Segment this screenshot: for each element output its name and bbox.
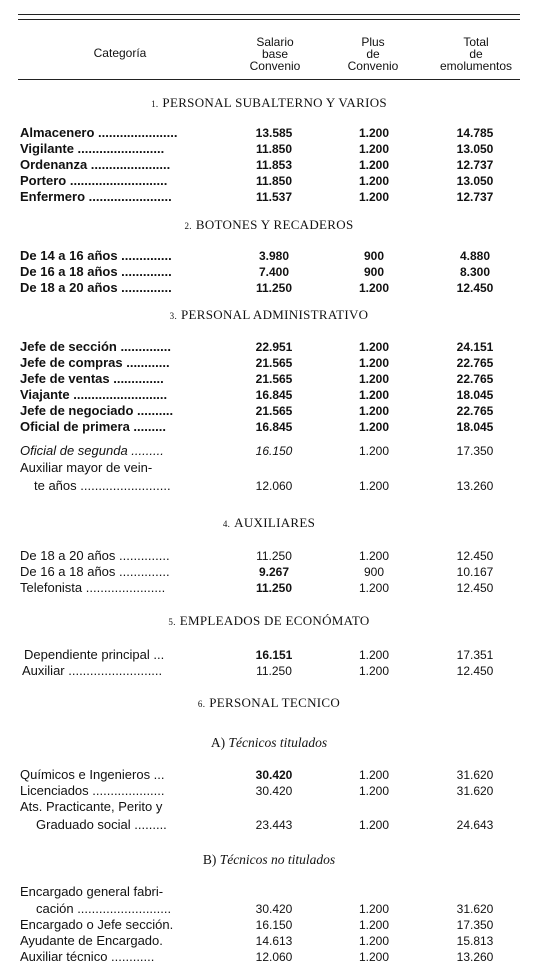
row-category: te años .........................	[34, 479, 171, 493]
row-plus: 1.200	[358, 158, 390, 172]
row-salario: 16.151	[255, 648, 293, 662]
row-total: 17.350	[456, 444, 494, 458]
section-title: PERSONAL ADMINISTRATIVO	[181, 307, 369, 322]
row-plus: 1.200	[358, 784, 390, 798]
row-category: De 14 a 16 años ..............	[20, 249, 172, 263]
row-plus: 1.200	[358, 902, 390, 916]
row-total: 13.260	[456, 479, 494, 493]
row-total: 22.765	[456, 404, 494, 418]
top-rule-1	[18, 14, 520, 15]
row-salario: 7.400	[258, 265, 290, 279]
row-total: 12.737	[456, 190, 494, 204]
row-salario: 12.060	[255, 950, 293, 964]
row-plus: 1.200	[358, 420, 390, 434]
subsection-title: Técnicos titulados	[228, 735, 328, 750]
row-salario: 11.850	[255, 174, 293, 188]
table-row	[0, 565, 536, 579]
table-row	[0, 420, 536, 434]
table-row	[0, 549, 536, 563]
header-bottom-rule	[18, 79, 520, 80]
row-plus: 1.200	[358, 818, 390, 832]
table-row	[0, 461, 536, 475]
row-category: Jefe de negociado ..........	[20, 404, 174, 418]
row-plus: 1.200	[358, 126, 390, 140]
row-category: Auxiliar técnico ............	[20, 950, 155, 964]
table-row	[0, 340, 536, 354]
row-total: 15.813	[456, 934, 494, 948]
row-category: De 16 a 18 años ..............	[20, 565, 170, 579]
row-plus: 1.200	[358, 581, 390, 595]
header-plus-line2: de	[366, 47, 380, 61]
table-row	[0, 249, 536, 263]
row-plus: 1.200	[358, 142, 390, 156]
row-salario: 11.250	[255, 281, 293, 295]
header-total-line2: de	[469, 47, 483, 61]
section-heading-5	[18, 613, 520, 629]
header-total-line3: emolumentos	[439, 59, 513, 73]
row-total: 31.620	[456, 902, 494, 916]
row-category: Portero ...........................	[20, 174, 168, 188]
section-number: 3.	[169, 311, 177, 321]
row-category: De 18 a 20 años ..............	[20, 281, 172, 295]
row-salario: 30.420	[255, 768, 293, 782]
subsection-heading-b	[18, 852, 520, 868]
row-salario: 11.250	[256, 664, 292, 678]
section-title: PERSONAL SUBALTERNO Y VARIOS	[162, 95, 387, 110]
row-salario: 11.250	[256, 549, 292, 563]
row-plus: 1.200	[358, 648, 390, 662]
row-category: Vigilante ........................	[20, 142, 165, 156]
table-row	[0, 885, 536, 899]
row-plus: 1.200	[358, 479, 390, 493]
row-salario: 30.420	[255, 902, 293, 916]
row-plus: 1.200	[358, 549, 390, 563]
row-total: 17.350	[456, 918, 494, 932]
row-salario: 14.613	[255, 934, 293, 948]
row-category: De 18 a 20 años ..............	[20, 549, 170, 563]
section-heading-3	[18, 307, 520, 323]
row-category: Encargado o Jefe sección.	[20, 918, 174, 932]
row-total: 18.045	[456, 420, 494, 434]
row-category: Telefonista ......................	[20, 581, 166, 595]
row-category: Químicos e Ingenieros ...	[20, 768, 165, 782]
row-salario: 9.267	[258, 565, 290, 579]
row-category: Licenciados ....................	[20, 784, 165, 798]
row-plus: 1.200	[358, 934, 390, 948]
row-total: 31.620	[456, 768, 494, 782]
row-salario: 13.585	[255, 126, 293, 140]
row-total: 18.045	[456, 388, 494, 402]
table-row	[0, 818, 536, 832]
row-salario: 21.565	[255, 356, 293, 370]
section-title: EMPLEADOS DE ECONÓMATO	[179, 613, 370, 628]
row-salario: 16.150	[255, 918, 293, 932]
row-total: 17.351	[456, 648, 494, 662]
header-total-line1: Total	[463, 35, 489, 49]
row-salario: 21.565	[255, 404, 293, 418]
row-plus: 1.200	[358, 372, 390, 386]
table-row	[0, 444, 536, 458]
row-plus: 1.200	[358, 918, 390, 932]
row-category: Ayudante de Encargado.	[20, 934, 163, 948]
table-row	[0, 479, 536, 493]
table-row	[0, 664, 536, 678]
row-total: 12.450	[456, 664, 494, 678]
row-plus: 1.200	[358, 444, 390, 458]
row-plus: 1.200	[358, 404, 390, 418]
row-plus: 900	[363, 265, 385, 279]
row-category: Jefe de sección ..............	[20, 340, 172, 354]
table-row	[0, 190, 536, 204]
row-category: Jefe de ventas ..............	[20, 372, 164, 386]
row-total: 12.450	[456, 581, 494, 595]
section-number: 5.	[168, 617, 176, 627]
section-heading-4	[18, 515, 520, 531]
table-row	[0, 768, 536, 782]
row-category: cación ..........................	[36, 902, 172, 916]
row-category: Viajante ..........................	[20, 388, 168, 402]
row-total: 13.050	[456, 142, 494, 156]
table-row	[0, 800, 536, 814]
row-total: 22.765	[456, 372, 494, 386]
row-plus: 1.200	[358, 768, 390, 782]
row-plus: 900	[363, 249, 385, 263]
table-row	[0, 372, 536, 386]
header-plus-line3: Convenio	[347, 59, 399, 73]
row-salario: 22.951	[255, 340, 293, 354]
header-salario	[240, 36, 310, 72]
row-category: Auxiliar ..........................	[22, 664, 163, 678]
section-heading-1	[18, 95, 520, 111]
row-plus: 1.200	[358, 950, 390, 964]
table-row	[0, 784, 536, 798]
table-row	[0, 388, 536, 402]
row-salario: 12.060	[255, 479, 293, 493]
row-total: 4.880	[459, 249, 491, 263]
row-plus: 1.200	[358, 190, 390, 204]
row-plus: 1.200	[358, 664, 390, 678]
row-total: 24.643	[456, 818, 494, 832]
table-row	[0, 950, 536, 964]
table-row	[0, 126, 536, 140]
row-plus: 900	[363, 565, 385, 579]
row-plus: 1.200	[358, 356, 390, 370]
row-total: 31.620	[456, 784, 494, 798]
section-number: 2.	[184, 221, 192, 231]
row-salario: 21.565	[255, 372, 293, 386]
header-total	[432, 36, 520, 72]
row-salario: 11.537	[255, 190, 293, 204]
table-row	[0, 648, 536, 662]
subsection-heading-a	[18, 735, 520, 751]
row-category: Ordenanza ......................	[20, 158, 171, 172]
header-salario-line2: base	[261, 47, 289, 61]
row-category: Graduado social .........	[36, 818, 167, 832]
top-rule-2	[18, 19, 520, 20]
row-category: Dependiente principal ...	[24, 648, 165, 662]
header-categoria: Categoría	[93, 46, 147, 60]
section-title: BOTONES Y RECADEROS	[195, 217, 354, 232]
table-row	[0, 404, 536, 418]
header-plus	[340, 36, 406, 72]
row-total: 8.300	[459, 265, 491, 279]
section-number: 4.	[222, 519, 231, 529]
row-total: 12.737	[456, 158, 494, 172]
row-category: Oficial de primera .........	[20, 420, 166, 434]
row-salario: 11.853	[255, 158, 293, 172]
section-heading-6	[18, 695, 520, 711]
row-plus: 1.200	[358, 340, 390, 354]
row-salario: 23.443	[255, 818, 293, 832]
row-total: 13.260	[456, 950, 494, 964]
subsection-letter: A)	[210, 735, 226, 750]
section-title: PERSONAL TECNICO	[209, 695, 341, 710]
row-category: Ats. Practicante, Perito y	[20, 800, 163, 814]
header-salario-line1: Salario	[256, 35, 294, 49]
table-row	[0, 902, 536, 916]
row-plus: 1.200	[358, 174, 390, 188]
row-plus: 1.200	[358, 388, 390, 402]
section-heading-2	[18, 217, 520, 233]
row-salario: 11.850	[255, 142, 293, 156]
row-total: 13.050	[456, 174, 494, 188]
row-salario: 11.250	[255, 581, 293, 595]
row-total: 14.785	[456, 126, 494, 140]
table-row	[0, 142, 536, 156]
row-salario: 16.845	[255, 388, 293, 402]
row-category: Jefe de compras ............	[20, 356, 170, 370]
subsection-title: Técnicos no titulados	[219, 852, 336, 867]
table-row	[0, 265, 536, 279]
row-total: 12.450	[456, 549, 494, 563]
row-salario: 16.150	[255, 444, 293, 458]
row-category: Almacenero ......................	[20, 126, 178, 140]
table-row	[0, 174, 536, 188]
row-plus: 1.200	[358, 281, 390, 295]
section-number: 1.	[151, 99, 159, 109]
row-total: 12.450	[456, 281, 494, 295]
row-total: 24.151	[456, 340, 494, 354]
table-row	[0, 158, 536, 172]
row-salario: 16.845	[255, 420, 293, 434]
header-salario-line3: Convenio	[249, 59, 301, 73]
table-row	[0, 918, 536, 932]
header-plus-line1: Plus	[361, 35, 385, 49]
table-row	[0, 581, 536, 595]
row-category: Auxiliar mayor de vein-	[20, 461, 153, 475]
row-category: Encargado general fabri-	[20, 885, 164, 899]
subsection-letter: B)	[202, 852, 217, 867]
table-row	[0, 356, 536, 370]
table-row	[0, 934, 536, 948]
row-total: 10.167	[456, 565, 494, 579]
row-category: De 16 a 18 años ..............	[20, 265, 172, 279]
row-total: 22.765	[456, 356, 494, 370]
row-salario: 3.980	[258, 249, 290, 263]
table-row	[0, 281, 536, 295]
row-category: Oficial de segunda .........	[20, 444, 164, 458]
row-category: Enfermero .......................	[20, 190, 172, 204]
section-number: 6.	[197, 699, 206, 709]
section-title: AUXILIARES	[234, 515, 316, 530]
row-salario: 30.420	[255, 784, 293, 798]
